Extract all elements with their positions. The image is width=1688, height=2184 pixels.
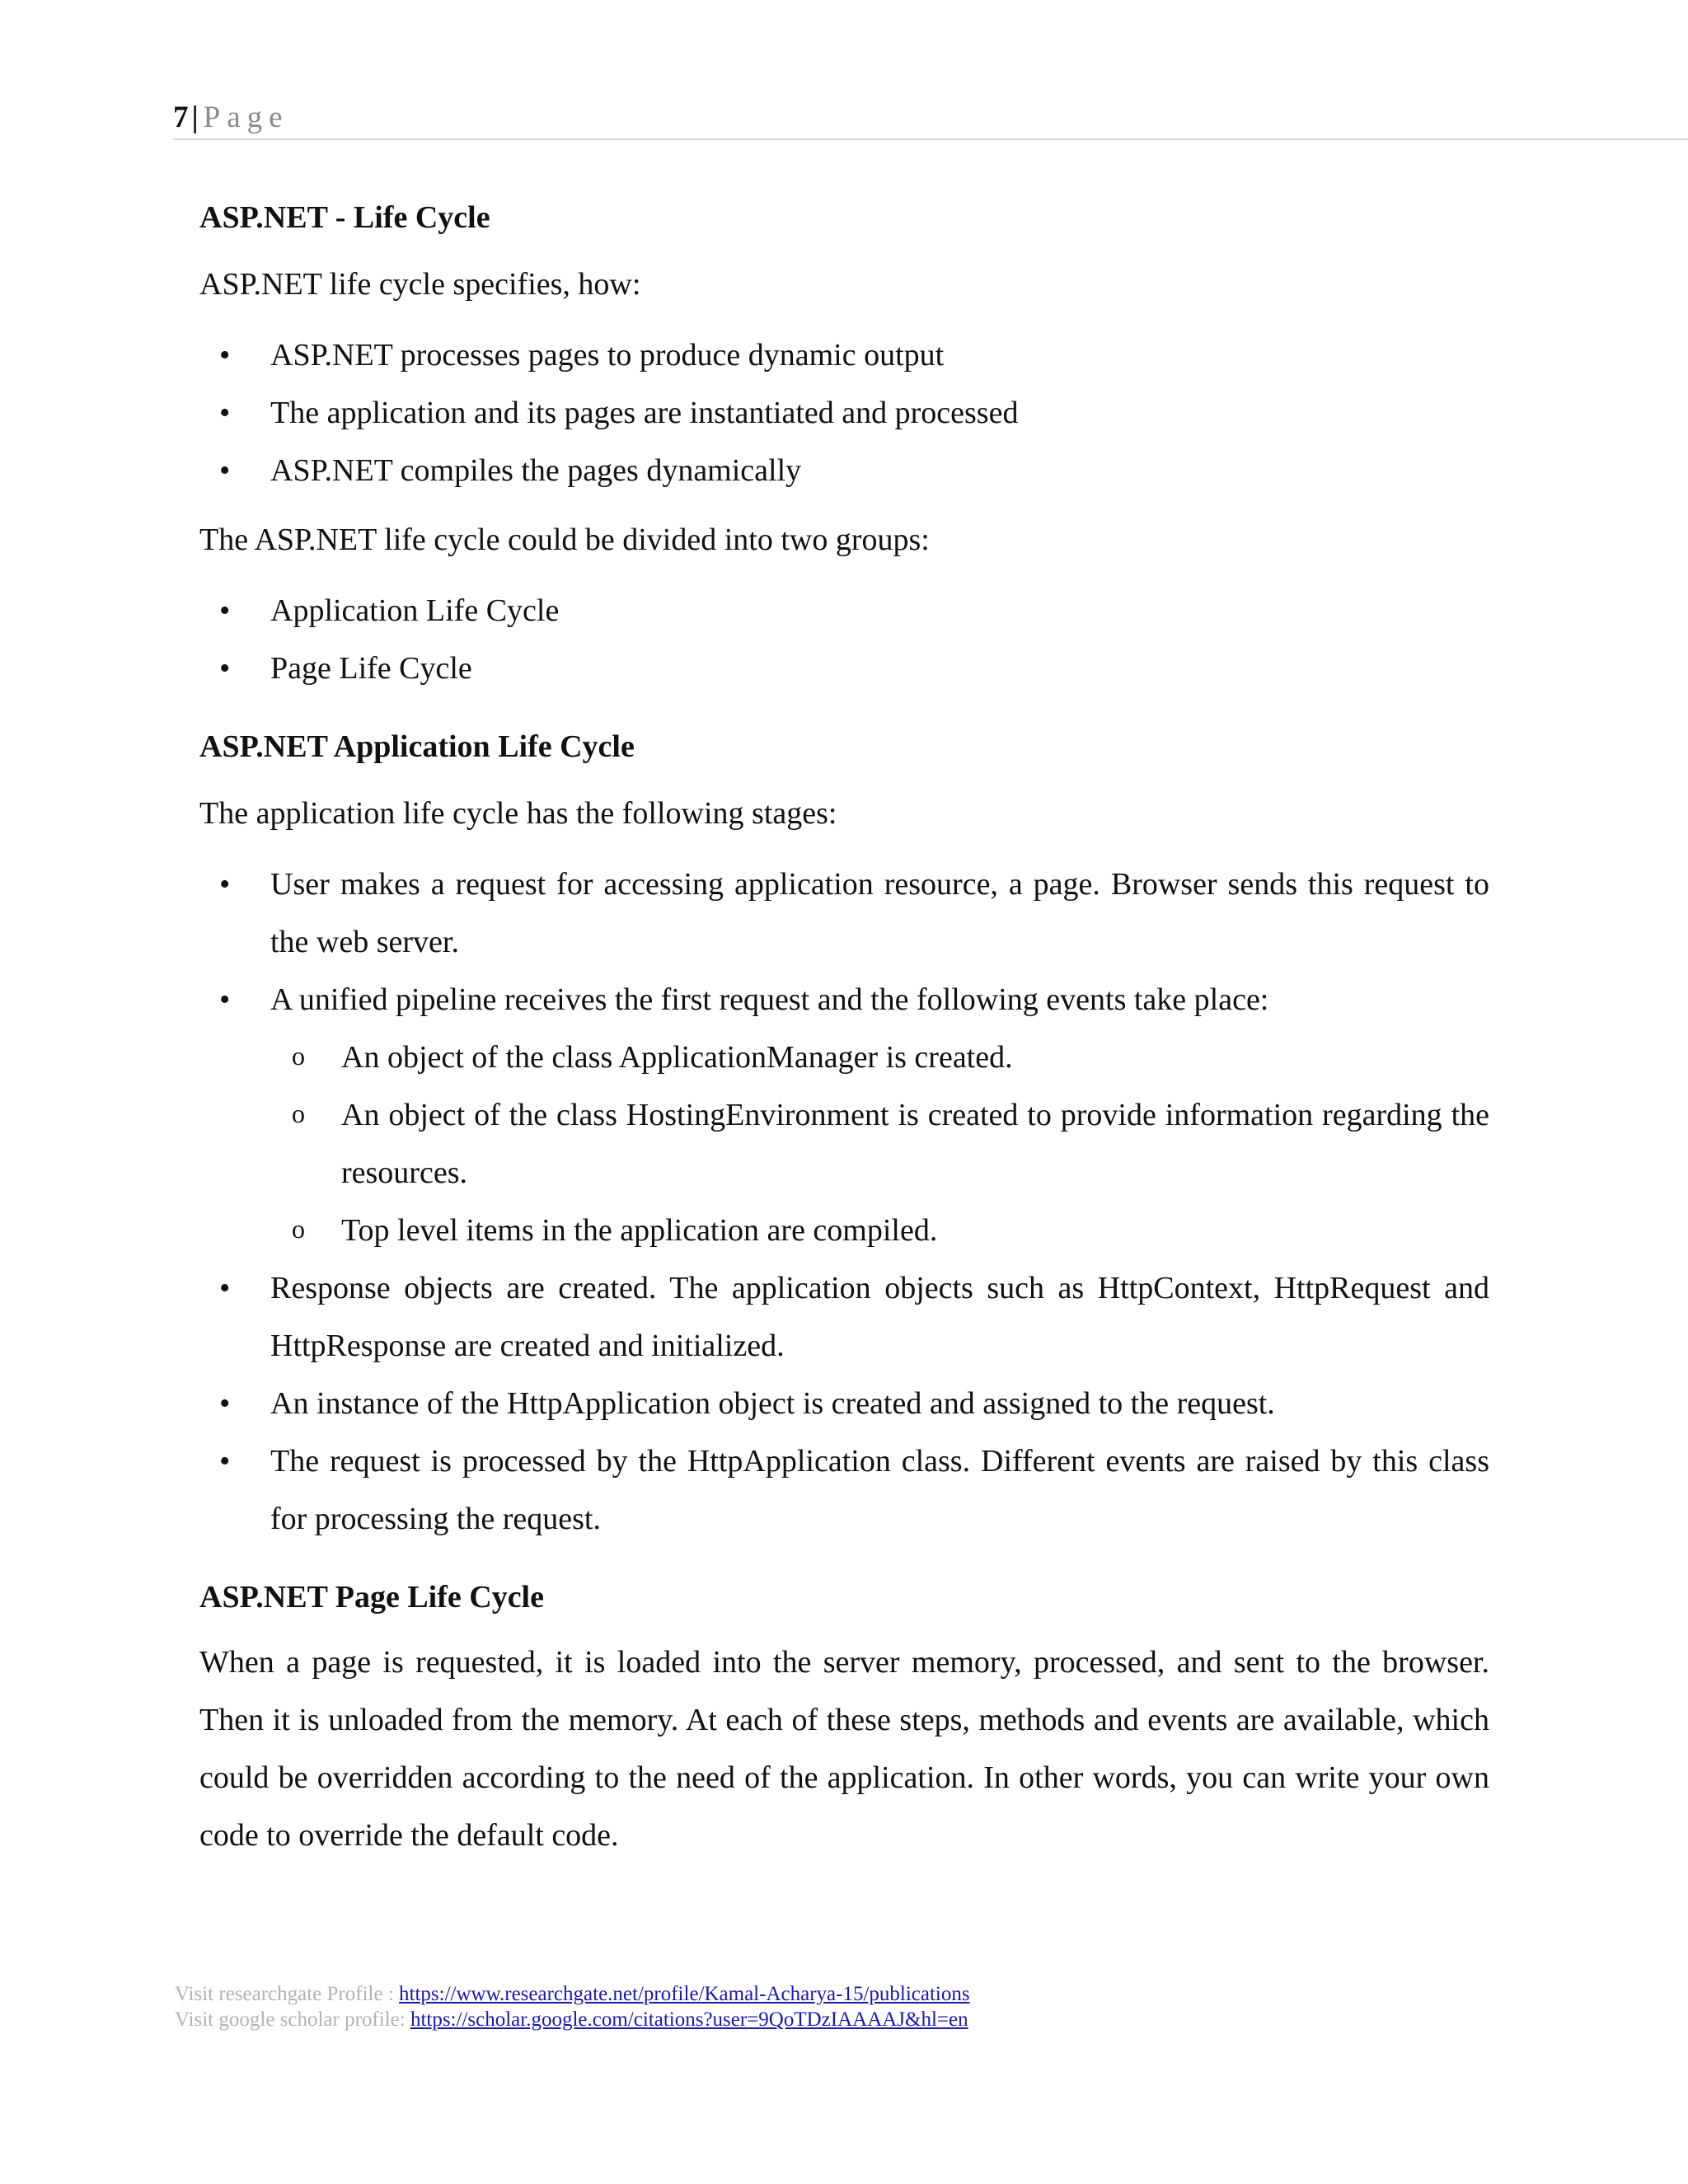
application-lifecycle-heading: ASP.NET Application Life Cycle <box>199 729 635 764</box>
list-item: • An instance of the HttpApplication object is created and assigned to the request. <box>199 1375 1489 1432</box>
groups-bullet-list <box>199 582 1489 697</box>
lifecycle-intro: ASP.NET life cycle specifies, how: <box>199 267 641 302</box>
page-word: Page <box>203 101 289 134</box>
page-separator: | <box>191 101 199 134</box>
list-item: • Response objects are created. The application objects such as HttpContext, HttpRequest and HttpResponse are created and initialized. <box>199 1259 1489 1375</box>
list-item <box>199 971 1489 1259</box>
page-footer <box>175 1981 970 2032</box>
scholar-label: Visit google scholar profile: <box>175 2008 410 2031</box>
document-body <box>199 194 1489 1864</box>
page-header <box>173 97 1688 140</box>
application-stages-list <box>199 855 1489 1548</box>
page-lifecycle-paragraph: When a page is requested, it is loaded into the server memory, processed, and sent to the browser. Then it is unloaded from the memory. At each of these steps, methods and events are available, which could be overridden according to the need of the application. In other words, you can write your own code to override the default code. <box>199 1645 1489 1853</box>
list-item: • ASP.NET compiles the pages dynamically <box>199 442 1489 499</box>
page-lifecycle-heading: ASP.NET Page Life Cycle <box>199 1580 544 1615</box>
page-number: 7 <box>173 101 189 134</box>
scholar-link[interactable]: https://scholar.google.com/citations?user=9QoTDzIAAAAJ&hl=en <box>410 2008 968 2031</box>
researchgate-label: Visit researchgate Profile : <box>175 1983 400 2005</box>
sub-list-item: o Top level items in the application are compiled. <box>270 1202 1489 1259</box>
sub-list-item: o An object of the class HostingEnvironment is created to provide information regarding the resources. <box>270 1086 1489 1202</box>
sub-list-item: o An object of the class ApplicationManager is created. <box>270 1029 1489 1086</box>
pipeline-events-list <box>270 1029 1489 1259</box>
list-item: • ASP.NET processes pages to produce dynamic output <box>199 326 1489 384</box>
lifecycle-heading: ASP.NET - Life Cycle <box>199 200 490 235</box>
stage-text: A unified pipeline receives the first request and the following events take place: <box>270 982 1269 1017</box>
list-item: • Page Life Cycle <box>199 640 1489 697</box>
groups-intro: The ASP.NET life cycle could be divided into two groups: <box>199 523 930 557</box>
list-item: • The application and its pages are instantiated and processed <box>199 384 1489 442</box>
list-item: • Application Life Cycle <box>199 582 1489 640</box>
application-lifecycle-intro: The application life cycle has the following stages: <box>199 796 837 831</box>
researchgate-link[interactable]: https://www.researchgate.net/profile/Kamal-Acharya-15/publications <box>399 1983 970 2005</box>
stage-text: User makes a request for accessing application resource, a page. Browser sends this request to the web server. <box>270 867 1489 959</box>
list-item: • The request is processed by the HttpApplication class. Different events are raised by this class for processing the request. <box>199 1432 1489 1548</box>
lifecycle-bullet-list <box>199 326 1489 499</box>
scholar-line <box>175 2007 970 2032</box>
researchgate-line <box>175 1981 970 2007</box>
list-item <box>199 855 1489 971</box>
